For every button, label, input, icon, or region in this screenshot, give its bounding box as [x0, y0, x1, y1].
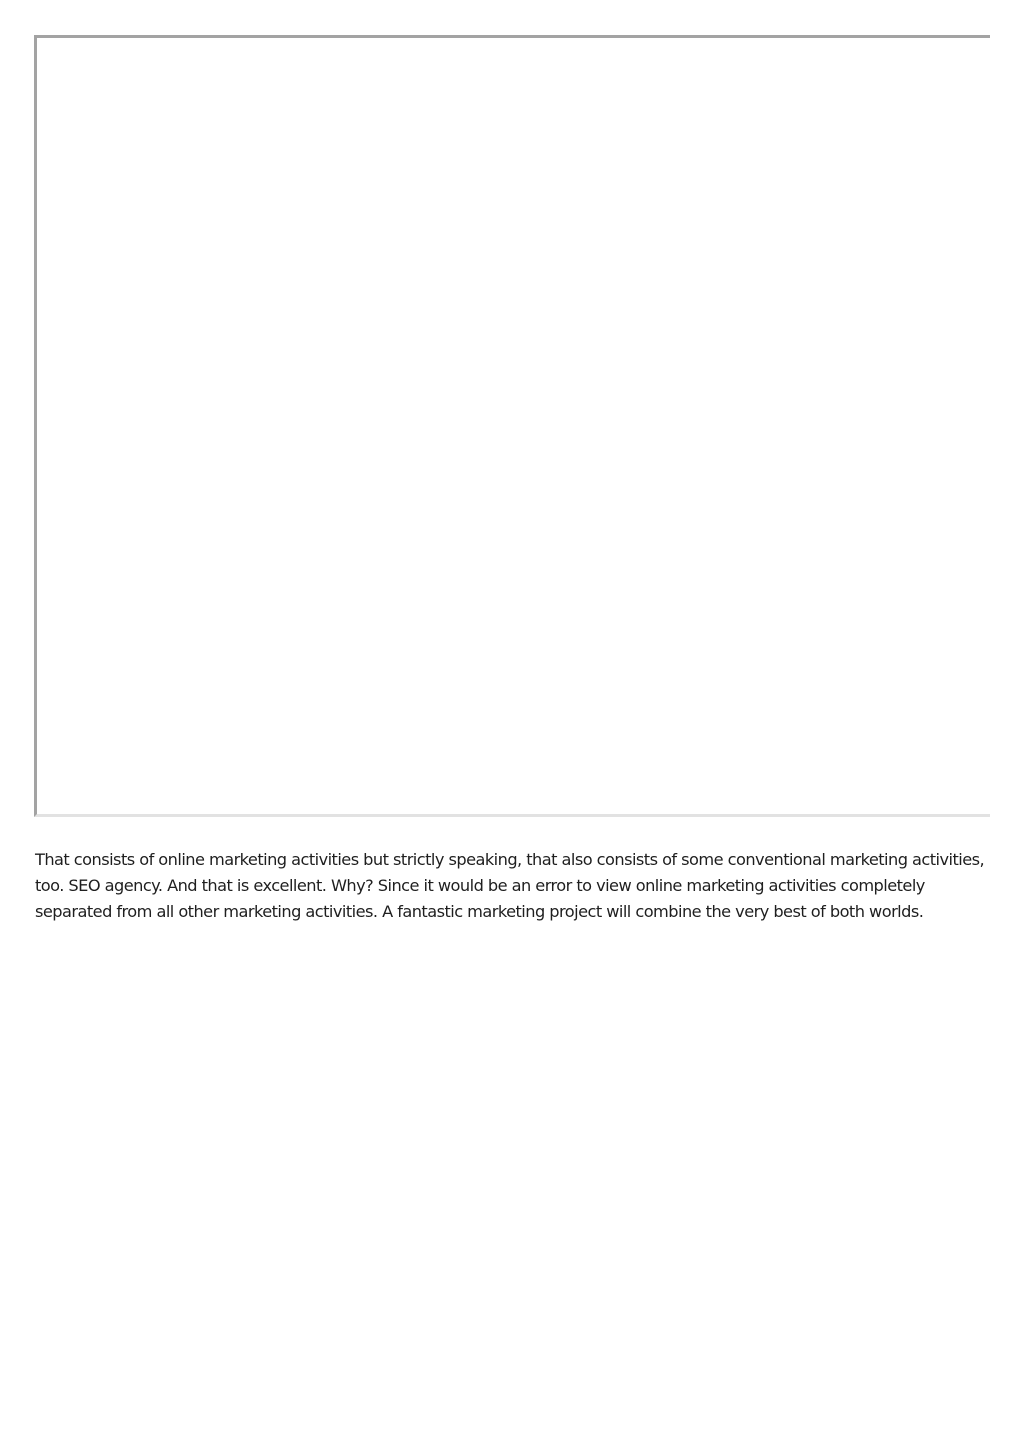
embedded-content-frame: [34, 35, 990, 817]
article-paragraph: That consists of online marketing activities but strictly speaking, that also consists of some conventional marketing activities, too. SEO agency. And that is excellent. Why? Since it would be an error to view online marketing activities completely separated from all other marketing activities. A fantastic marketing project will combine the very best of both worlds.: [35, 850, 985, 921]
